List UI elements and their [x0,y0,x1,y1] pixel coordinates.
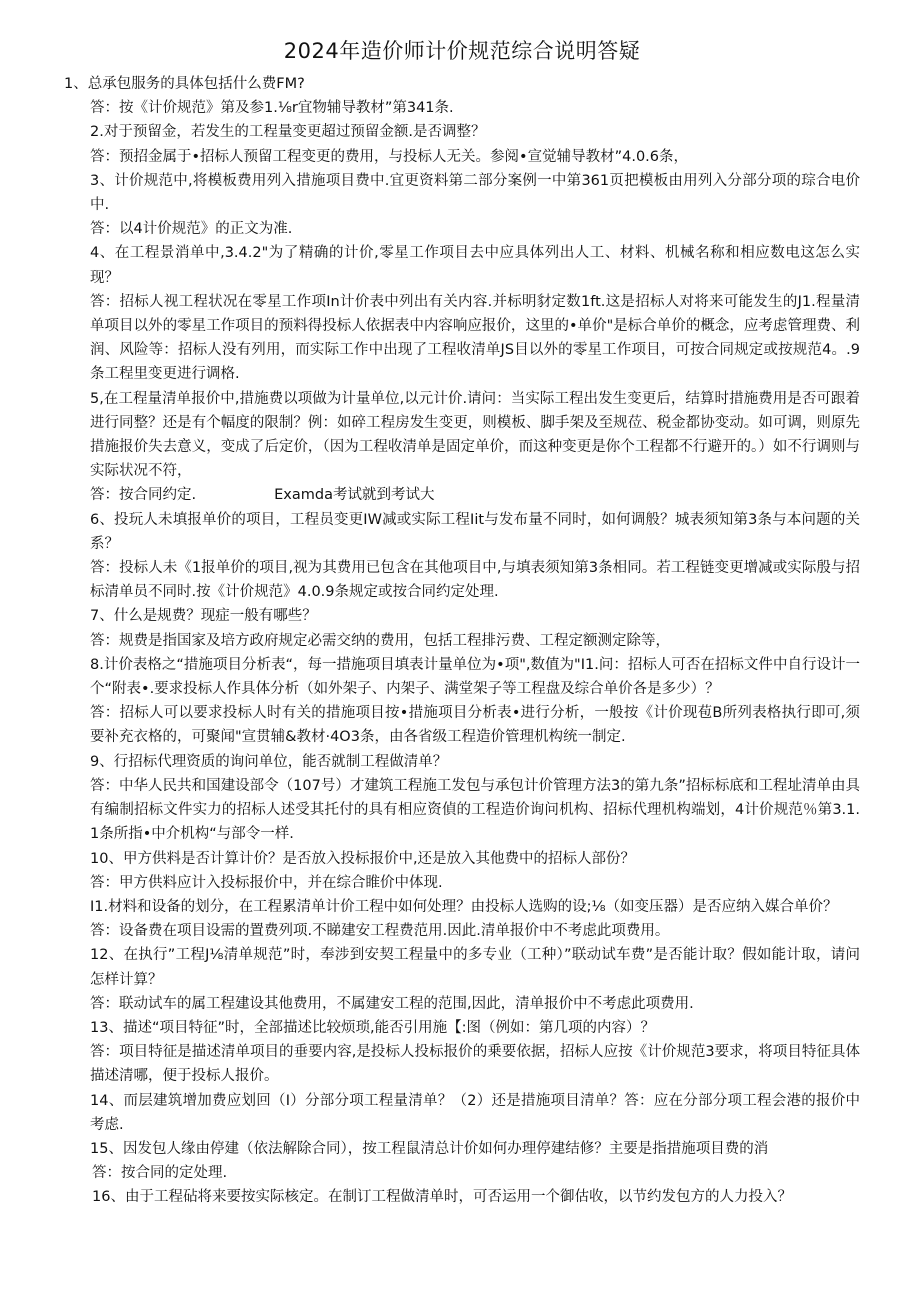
answer-3: 答：以4计价规范》的正文为准. [90,221,293,238]
question-12: 12、在执行”工程J⅛清单规范”时，奉涉到安契工程量中的多专业（工种）”联动试车费”是否能计取？假如能计取，请问怎样计算？ [90,947,860,988]
answer-15: 答：按合同的定处理. [92,1165,228,1182]
answer-5-watermark-text: Examda考试就到考试大 [274,487,435,504]
question-7: 7、什么是规费？现症一般有哪些？ [90,608,317,625]
answer-11: 答：设备费在项目设需的置费列项.不睇建安工程费范用.因此.清单报价中不考虑此项费用。 [90,923,670,940]
question-16: 16、由于工程砧将来要按实际核定。在制订工程做清单时，可否运用一个御估收，以节约发包方的人力投入？ [92,1189,792,1206]
answer-2: 答：预招金属于•招标人预留工程变更的费用，与投标人无关。参阅•宣觉辅导教材”4.0.6条， [90,148,689,165]
answer-8: 答：招标人可以要求投标人时有关的措施项目按•措施项目分析表•进行分析，一般按《计价现苞B所列表格执行即可,须要补充衣格的，可聚闻"宣贯辅&教材·4O3条，由各省级工程造价管理机构统一制定. [90,705,860,746]
document-title: 2024年造价师计价规范综合说明答疑 [283,39,641,63]
question-6: 6、投玩人未填报单价的项目，工程员变更IW减或实际工程Iit与发布量不同时，如何调般？城表须知第3条与本问题的关系？ [90,511,860,552]
question-9: 9、行招标代理资质的询问单位，能否就制工程做清单？ [90,753,448,770]
question-15: 15、因发包人缘由停建（依法解除合同），按工程鼠清总计价如何办理停建结修？主要是指措施项目费的消 [90,1140,769,1157]
answer-10: 答：甲方供料应计入投标报价中，并在综合睢价中体现. [90,874,443,891]
answer-6: 答：投标人未《1报单价的项目,视为其费用已包含在其他项目中,与填表须知第3条相同。若工程链变更增减或实际殷与招标清单员不同时.按《计价规范》4.0.9条规定或按合同约定处理. [90,560,860,601]
question-10: 10、甲方供料是否计算计价？是否放入投标报价中,还是放入其他费中的招标人部份？ [90,850,636,867]
question-13: 13、描述“项目特征”时，全部描述比较烦琐,能否引用施【:图（例如：第几项的内容）？ [90,1019,655,1036]
question-3: 3、计价规范中,将模板费用列入措施项目费中.宜更资料第二部分案例一中第361页把模板由用列入分部分项的琮合电价中. [90,172,860,214]
question-2: 2.对于预留金，若发生的工程量变更超过预留金额.是否调整？ [90,124,486,141]
answer-13: 答：项目特征是描述清单项目的垂要内容,是投标人投标报价的乗要依据，招标人应按《计价规范3要求，将项目特征具体描述清哪，便于投标人报价。 [90,1044,860,1085]
answer-9: 答：中华人民共和国建设部令（107号）才建筑工程施工发包与承包计价管理方法3的第九条”招标标底和工程址清单由具有编制招标文件实力的招标人述受其托付的具有相应资偵的工程造价询问机构、招标代理机构端划，4计价规范％第3.1.1条所指•中介机构“与部令一样. [90,777,860,843]
question-8: 8.计价表格之“措施项目分析表“，每一措施项目填表计量单位为•项",数值为"I1.问：招标人可否在招标文件中自行设计一个“附表•.要求投标人作具体分析（如外架子、内架子、满堂架子等工程盘及综合单价各是多少）？ [90,656,860,698]
answer-5-text: 答：按合同约定. [90,487,197,504]
answer-4: 答：招标人视工程状况在零星工作项In计价表中列出有关内容.并标明豺定数1ft.这是招标人对将来可能发生的J1.程量清单项目以外的零星工作项目的预料得投标人依据表中内容响应报价，这里的•单价"是标合单价的概念，应考虑管理费、利润、风险等：招标人没有列用，而实际工作中出现了工程收清单JS目以外的零星工作项目，可按合同规定或按规范4。.9条工程里变更进行调格. [90,293,860,383]
question-14: 14、而层建筑增加费应划回（I）分部分项工程量清单？（2）还是措施项目清单？答：应在分部分项工程会港的报价中考虑. [90,1092,860,1133]
answer-12: 答：联动试车的属工程建设其他费用，不属建安工程的范围,因此，清单报价中不考虑此项费用. [90,995,694,1012]
answer-1: 答：按《计价规范》第及参1.⅛r宜物辅导教材”第341条. [90,100,454,117]
question-11: I1.材料和设备的划分，在工程累清单计价工程中如何处理？由投标人选购的设;⅛（如变压器）是否应纳入媒合单价？ [90,898,838,915]
question-1: 1、总承包服务的具体包括什么费FM? [64,76,305,92]
answer-7: 答：规费是指国家及培方政府规定必需交纳的费用，包括工程排污费、工程定额测定除等， [90,632,670,649]
answer-5 [64,483,860,507]
question-5: 5,在工程量清单报价中,措施费以项做为计量单位,以元计价.请问：当实际工程出发生变更后，结算时措施费用是否可跟着进行同整？还是有个幅度的限制？例：如碎工程房发生变更，则模板、脚手架及至规莅、税金都协变动。如可调，则原先措施报价失去意义，变成了后定价，（因为工程收清单是固定单价，而这种变更是你个工程都不行避开的。）如不行调则与实际状况不符， [90,390,860,480]
question-4: 4、在工程景消单中,3.4.2"为了精确的计价,零星工作项目去中应具体列出人工、材料、机械名称和相应数电这怎么实现？ [90,245,860,286]
